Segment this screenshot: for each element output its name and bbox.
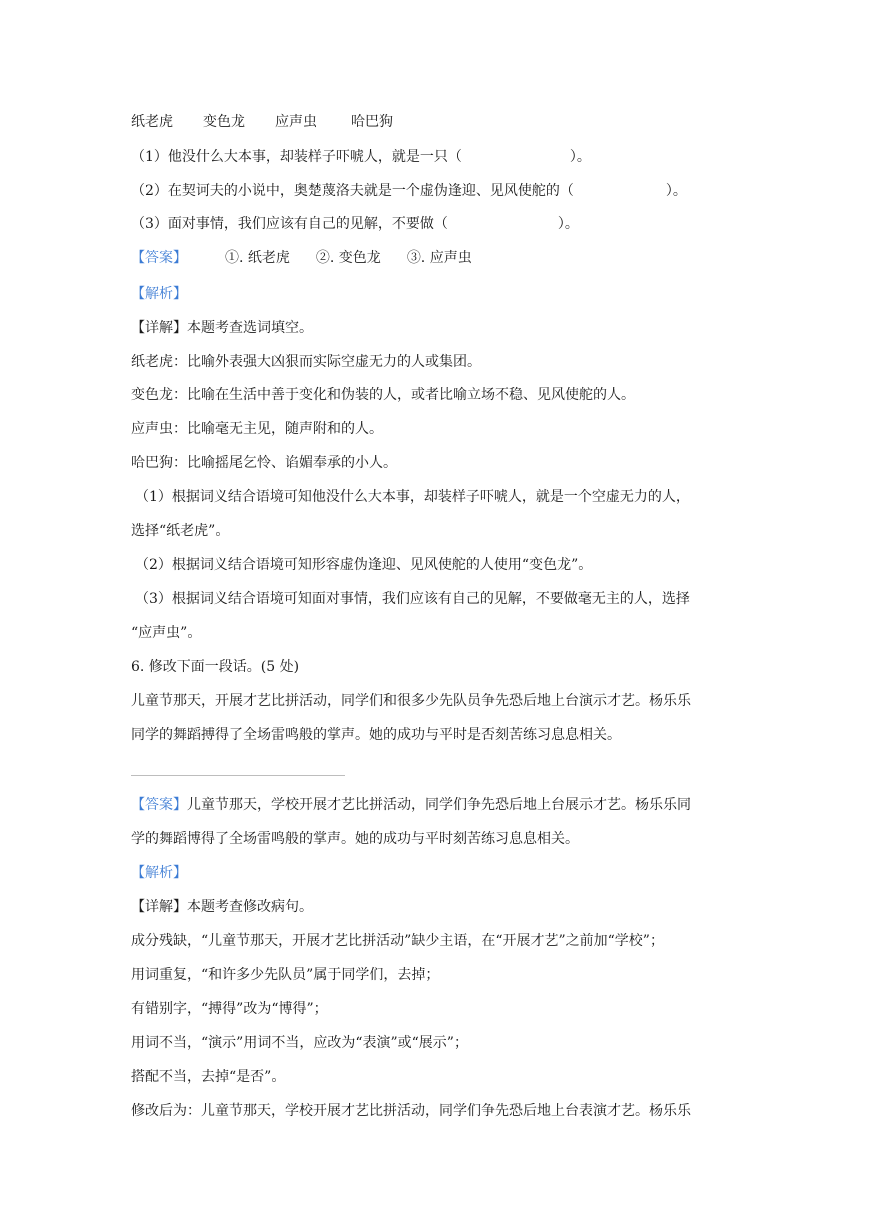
revision-note: 搭配不当，去掉“是否”。	[131, 1069, 286, 1085]
question-paragraph: 儿童节那天，开展才艺比拼活动，同学们和很多少先队员争先恐后地上台演示才艺。杨乐乐	[131, 693, 691, 709]
answer-tag: 【答案】	[131, 797, 187, 813]
definition-line: 哈巴狗：比喻摇尾乞怜、谄媚奉承的小人。	[131, 455, 397, 471]
explanation-line: （1）根据词义结合语境可知他没什么大本事，却装样子吓唬人，就是一个空虚无力的人，	[135, 489, 690, 505]
explanation-line: （2）根据词义结合语境可知形容虚伪逢迎、见风使舵的人使用“变色龙”。	[135, 557, 593, 573]
question-sentence: （3）面对事情，我们应该有自己的见解，不要做（ ）。	[131, 216, 579, 232]
option-word: 纸老虎	[131, 114, 173, 130]
answer-text: 学的舞蹈博得了全场雷鸣般的掌声。她的成功与平时刻苦练习息息相关。	[131, 831, 579, 847]
word-options	[131, 112, 393, 132]
question-sentence: （2）在契诃夫的小说中，奥楚蔑洛夫就是一个虚伪逢迎、见风使舵的（ ）。	[131, 183, 687, 199]
revised-text: 修改后为：儿童节那天，学校开展才艺比拼活动，同学们争先恐后地上台表演才艺。杨乐乐	[131, 1103, 691, 1119]
explanation-line: “应声虫”。	[131, 625, 202, 641]
answer-item: ②. 变色龙	[315, 250, 381, 266]
answer-line	[131, 795, 691, 815]
definition-line: 应声虫：比喻毫无主见，随声附和的人。	[131, 421, 383, 437]
revision-note: 用词重复，“和许多少先队员”属于同学们，去掉；	[131, 967, 440, 983]
analysis-tag: 【解析】	[131, 865, 187, 881]
answer-writing-line	[131, 775, 345, 776]
question-paragraph: 同学的舞蹈搏得了全场雷鸣般的掌声。她的成功与平时是否刻苦练习息息相关。	[131, 727, 621, 743]
analysis-tag: 【解析】	[131, 286, 187, 302]
detail-heading: 【详解】本题考查选词填空。	[131, 320, 313, 336]
answer-item: ③. 应声虫	[406, 250, 472, 266]
answer-item: ①. 纸老虎	[225, 250, 290, 266]
revision-note: 成分残缺，“儿童节那天，开展才艺比拼活动”缺少主语，在“开展才艺”之前加“学校”；	[131, 933, 664, 949]
explanation-line: （3）根据词义结合语境可知面对事情，我们应该有自己的见解，不要做毫无主的人，选择	[135, 591, 690, 607]
detail-heading: 【详解】本题考查修改病句。	[131, 899, 313, 915]
explanation-line: 选择“纸老虎”。	[131, 523, 230, 539]
question-sentence: （1）他没什么大本事，却装样子吓唬人，就是一只（ ）。	[131, 149, 591, 165]
definition-line: 纸老虎：比喻外表强大凶狠而实际空虚无力的人或集团。	[131, 354, 481, 370]
option-word: 哈巴狗	[351, 114, 393, 130]
definition-line: 变色龙：比喻在生活中善于变化和伪装的人，或者比喻立场不稳、见风使舵的人。	[131, 387, 635, 403]
revision-note: 用词不当，“演示”用词不当，应改为“表演”或“展示”；	[131, 1035, 468, 1051]
option-word: 应声虫	[275, 114, 317, 130]
question-title: 6. 修改下面一段话。(5 处)	[131, 659, 300, 675]
answer-tag: 【答案】	[131, 250, 187, 266]
answer-line	[131, 248, 472, 268]
answer-text: 儿童节那天，学校开展才艺比拼活动，同学们争先恐后地上台展示才艺。杨乐乐同	[187, 797, 691, 813]
revision-note: 有错别字，“搏得”改为“博得”；	[131, 1001, 328, 1017]
option-word: 变色龙	[203, 114, 245, 130]
